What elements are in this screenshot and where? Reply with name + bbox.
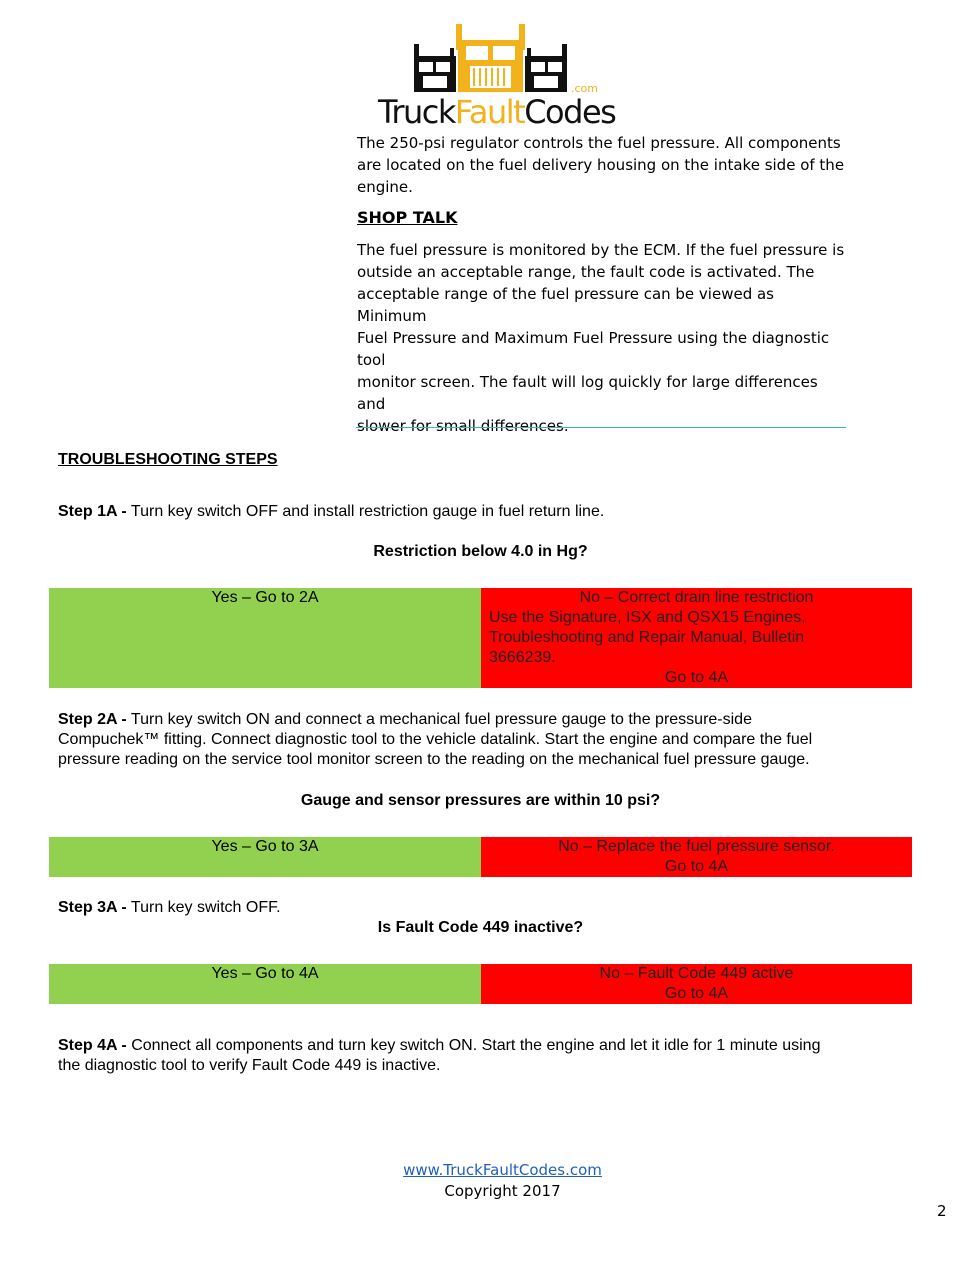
yes-cell: Yes – Go to 4A	[49, 964, 481, 1004]
no-title: No – Correct drain line restriction	[579, 589, 814, 606]
troubleshooting-heading: TROUBLESHOOTING STEPS	[58, 451, 278, 468]
no-title: No – Replace the fuel pressure sensor.	[558, 838, 835, 855]
shop-talk-line: monitor screen. The fault will log quickly for large differences and	[357, 373, 818, 413]
logo-com-text: .com	[571, 82, 598, 95]
shop-talk-line: The fuel pressure is monitored by the ECM. If the fuel pressure is	[357, 241, 845, 259]
question-2: Gauge and sensor pressures are within 10 psi?	[300, 792, 661, 809]
no-goto: Go to 4A	[664, 985, 729, 1002]
step-text: the diagnostic tool to verify Fault Code 449 is inactive.	[58, 1057, 441, 1074]
decision-box-1	[49, 588, 912, 688]
step-text: Connect all components and turn key switch ON. Start the engine and let it idle for 1 minute using	[126, 1037, 821, 1054]
no-cell	[481, 964, 912, 1004]
intro-paragraph	[357, 132, 847, 198]
step-label: Step 4A -	[58, 1037, 127, 1054]
question-1: Restriction below 4.0 in Hg?	[373, 543, 588, 560]
logo-text-fault: Fault	[454, 93, 525, 131]
step-1a	[58, 502, 918, 522]
no-title: No – Fault Code 449 active	[599, 965, 794, 982]
logo-text-truck: Truck	[378, 93, 455, 131]
step-text: Turn key switch ON and connect a mechanical fuel pressure gauge to the pressure-side	[126, 711, 752, 728]
no-cell	[481, 837, 912, 877]
divider-line	[356, 427, 846, 428]
intro-line: The 250-psi regulator controls the fuel pressure. All components	[357, 134, 841, 152]
step-label: Step 1A -	[58, 503, 127, 520]
decision-box-3	[49, 964, 912, 1004]
shop-talk-line: outside an acceptable range, the fault code is activated. The	[357, 263, 815, 281]
step-text: Turn key switch OFF.	[126, 899, 281, 916]
step-text: Turn key switch OFF and install restriction gauge in fuel return line.	[126, 503, 605, 520]
no-line: Use the Signature, ISX and QSX15 Engines,	[489, 609, 806, 626]
logo-wordmark	[378, 92, 616, 132]
no-goto: Go to 4A	[664, 669, 729, 686]
yes-cell: Yes – Go to 2A	[49, 588, 481, 688]
shop-talk-line: slower for small differences.	[357, 417, 569, 435]
no-cell	[481, 588, 912, 688]
shop-talk-line: acceptable range of the fuel pressure can be viewed as Minimum	[357, 285, 774, 325]
no-line: 3666239.	[489, 649, 556, 666]
yes-cell: Yes – Go to 3A	[49, 837, 481, 877]
footer	[0, 1160, 979, 1202]
site-logo	[378, 20, 616, 132]
no-goto: Go to 4A	[664, 858, 729, 875]
step-4a	[58, 1036, 918, 1076]
no-line: Troubleshooting and Repair Manual, Bulletin	[489, 629, 805, 646]
shop-talk-paragraph	[357, 239, 847, 437]
step-label: Step 3A -	[58, 899, 127, 916]
intro-line: engine.	[357, 178, 413, 196]
copyright-text: Copyright 2017	[444, 1182, 561, 1200]
shop-talk-line: Fuel Pressure and Maximum Fuel Pressure using the diagnostic tool	[357, 329, 830, 369]
step-text: Compuchek™ fitting. Connect diagnostic tool to the vehicle datalink. Start the engine and compare the fuel	[58, 731, 813, 748]
step-3a	[58, 898, 918, 918]
page-number: 2	[937, 1202, 947, 1220]
step-label: Step 2A -	[58, 711, 127, 728]
step-text: pressure reading on the service tool monitor screen to the reading on the mechanical fuel pressure gauge.	[58, 751, 810, 768]
shop-talk-heading: SHOP TALK	[357, 208, 458, 227]
step-2a	[58, 710, 918, 770]
footer-link[interactable]: www.TruckFaultCodes.com	[403, 1161, 602, 1179]
truck-icon	[378, 20, 603, 96]
intro-line: are located on the fuel delivery housing on the intake side of the	[357, 156, 845, 174]
decision-box-2	[49, 837, 912, 877]
logo-text-codes: Codes	[524, 93, 616, 131]
question-3: Is Fault Code 449 inactive?	[377, 919, 584, 936]
